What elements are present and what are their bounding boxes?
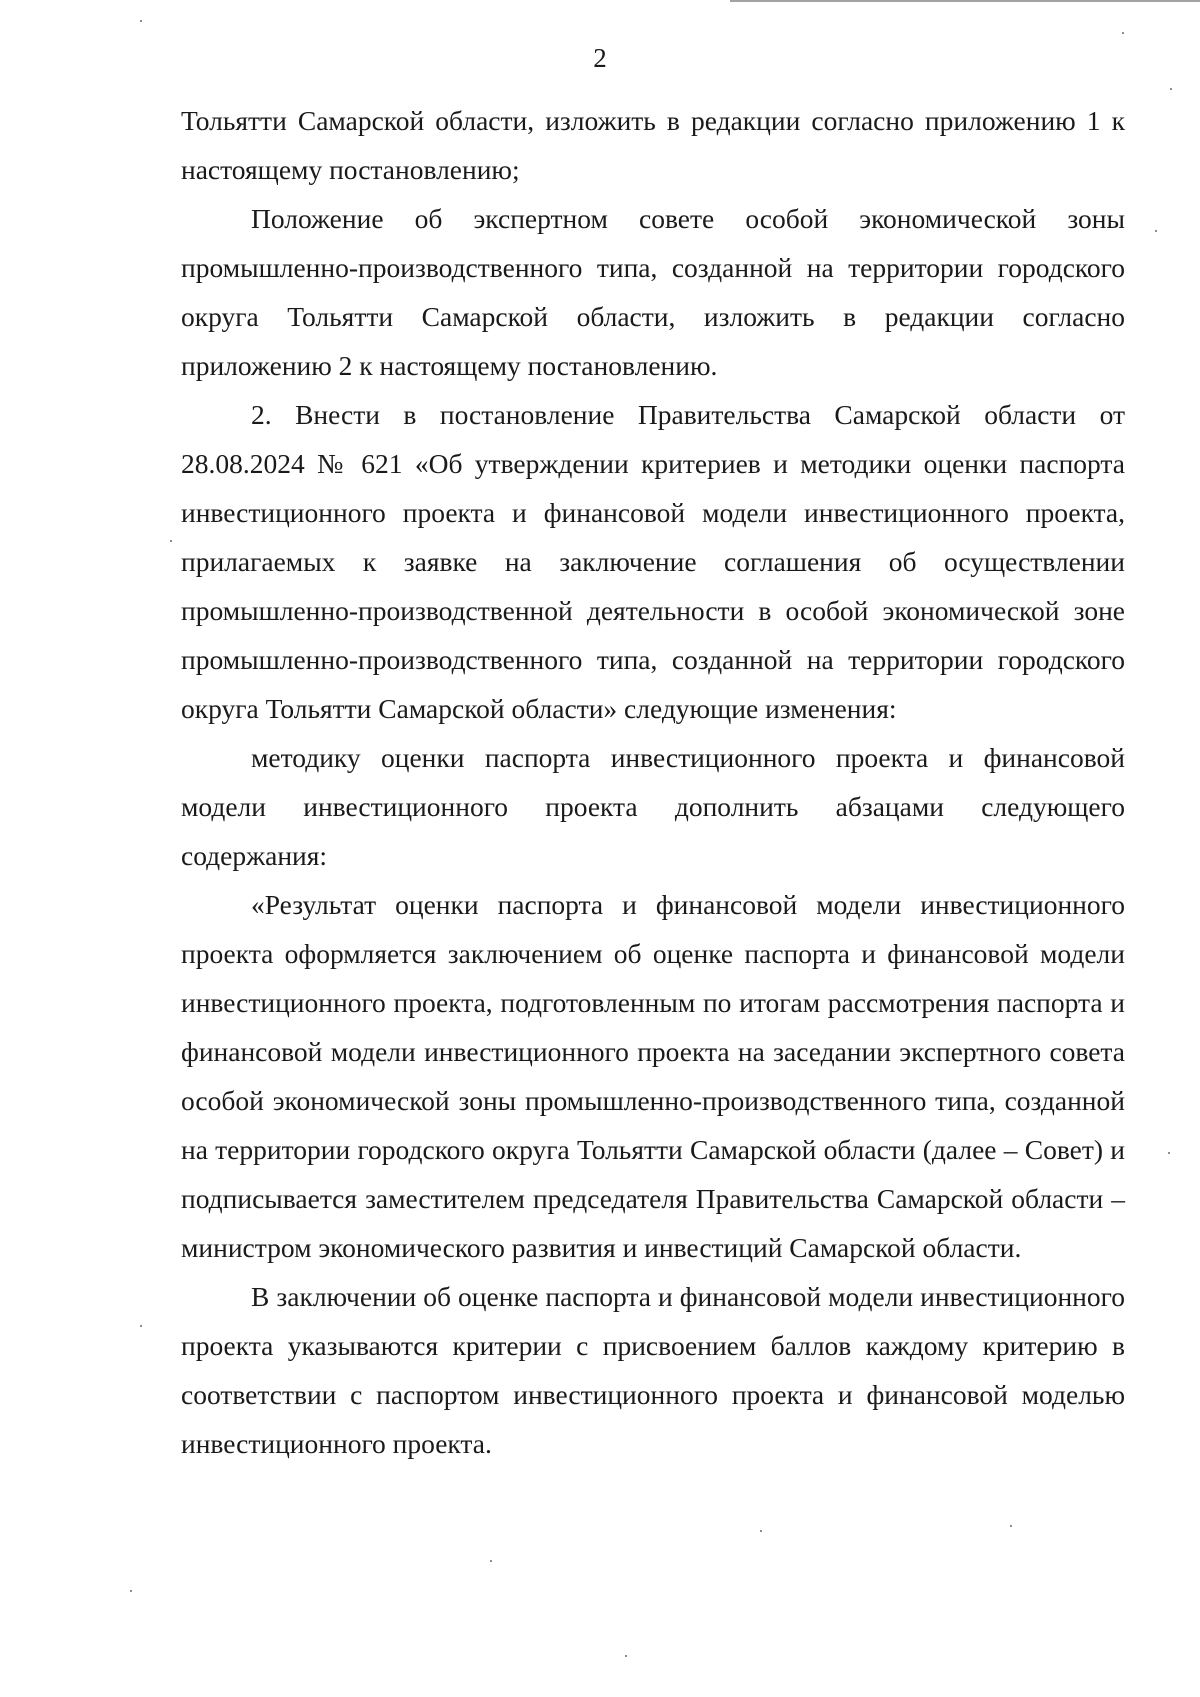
paragraph-1: Тольятти Самарской области, изложить в редакции согласно приложению 1 к настоящему постановлению; [181, 105, 1125, 185]
scan-speck [1168, 1152, 1170, 1154]
scan-speck [1155, 230, 1157, 232]
paragraph-4: методику оценки паспорта инвестиционного проекта и финансовой модели инвестиционного проекта дополнить абзацами следующего содержания: [181, 742, 1125, 871]
paragraph-5: «Результат оценки паспорта и финансовой модели инвестиционного проекта оформляется заключением об оценке паспорта и финансовой модели инвестиционного проекта, подготовленным по итогам рассмотрения паспорта и финансовой модели инвестиционного проекта на заседании экспертного совета особой экономической зоны промышленно-производственного типа, созданной на территории городского округа Тольятти Самарской области (далее – Совет) и подписывается заместителем председателя Правительства Самарской области – министром экономического развития и инвестиций Самарской области. [181, 889, 1125, 1263]
paragraph-6: В заключении об оценке паспорта и финансовой модели инвестиционного проекта указываются критерии с присвоением баллов каждому критерию в соответствии с паспортом инвестиционного проекта и финансовой моделью инвестиционного проекта. [181, 1281, 1125, 1459]
document-body [181, 96, 1125, 1468]
scan-speck [1010, 1525, 1012, 1527]
scan-speck [490, 1560, 492, 1562]
scan-speck [140, 1325, 142, 1327]
scan-speck [1122, 32, 1124, 34]
scan-speck [130, 1590, 132, 1592]
scan-speck [1170, 88, 1172, 90]
scan-speck [170, 540, 172, 542]
page-number: 2 [593, 43, 607, 73]
scan-edge-line [730, 0, 1200, 2]
paragraph-2: Положение об экспертном совете особой экономической зоны промышленно-производственного типа, созданной на территории городского округа Тольятти Самарской области, изложить в редакции согласно приложению 2 к настоящему постановлению. [181, 203, 1125, 381]
paragraph-3: 2. Внести в постановление Правительства Самарской области от 28.08.2024 № 621 «Об утверждении критериев и методики оценки паспорта инвестиционного проекта и финансовой модели инвестиционного проекта, прилагаемых к заявке на заключение соглашения об осуществлении промышленно-производственной деятельности в особой экономической зоне промышленно-производственного типа, созданной на территории городского округа Тольятти Самарской области» следующие изменения: [181, 399, 1125, 724]
scan-speck [140, 20, 142, 22]
scan-speck [760, 1530, 762, 1532]
scan-speck [625, 1655, 627, 1657]
